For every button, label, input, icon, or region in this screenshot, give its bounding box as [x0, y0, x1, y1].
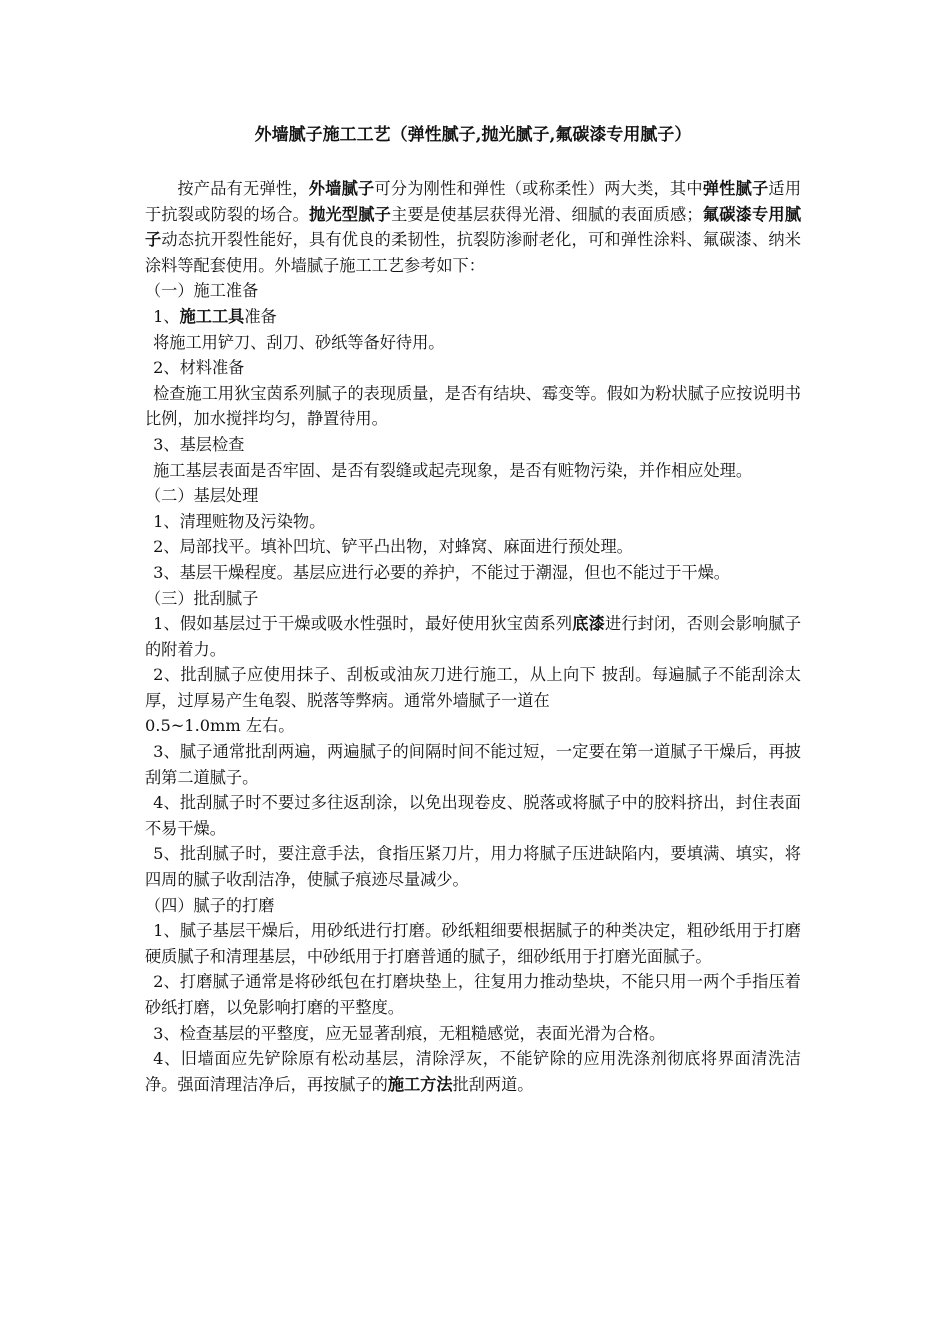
s4-item-2: 2、打磨腻子通常是将砂纸包在打磨块垫上，往复用力推动垫块，不能只用一两个手指压着砂纸打磨，以免影响打磨的平整度。 — [145, 972, 801, 1017]
s3-item-2-text-a: 2、批刮腻子应使用抹子、刮板或油灰刀进行施工，从上向下 披刮。每遍腻子不能刮涂太厚，过厚易产生龟裂、脱落等弊病。通常外墙腻子一道在 — [145, 665, 801, 710]
s4-item-3: 3、检查基层的平整度，应无显著刮痕，无粗糙感觉，表面光滑为合格。 — [153, 1023, 666, 1043]
intro-bold-2: 弹性腻子 — [702, 179, 769, 198]
s1-item-2-heading: 2、材料准备 — [153, 358, 245, 378]
intro-text-4: 主要是使基层获得光滑、细腻的表面质感； — [391, 204, 703, 224]
intro-bold-1: 外墙腻子 — [308, 179, 375, 198]
intro-bold-4: 氟碳漆专用腻子 — [145, 204, 802, 250]
s1-item-1-rest: 准备 — [244, 306, 277, 326]
intro-text-5: 动态抗开裂性能好，具有优良的柔韧性，抗裂防渗耐老化，可和弹性涂料、氟碳漆、纳米涂料等配套使用。外墙腻子施工工艺参考如下： — [145, 230, 801, 275]
s2-item-2: 2、局部找平。填补凹坑、铲平凸出物，对蜂窝、麻面进行预处理。 — [153, 537, 633, 557]
s4-item-4-text-c: 批刮两道。 — [452, 1074, 534, 1094]
s4-item-4 — [145, 1046, 801, 1097]
intro-text-1: 按产品有无弹性， — [177, 179, 309, 198]
section-3-heading: （三）批刮腻子 — [145, 588, 259, 608]
s4-item-1: 1、腻子基层干燥后，用砂纸进行打磨。砂纸粗细要根据腻子的种类决定，粗砂纸用于打磨硬质腻子和清理基层，中砂纸用于打磨普通的腻子，细砂纸用于打磨光面腻子。 — [145, 921, 801, 966]
s3-item-3: 3、腻子通常批刮两遍，两遍腻子的间隔时间不能过短，一定要在第一道腻子干燥后，再披刮第二道腻子。 — [145, 742, 801, 787]
s1-item-1-bold: 施工工具 — [179, 306, 245, 326]
intro-paragraph — [145, 176, 801, 278]
intro-bold-3: 抛光型腻子 — [309, 204, 392, 224]
s1-item-1-number: 1、 — [153, 306, 180, 326]
document-page — [145, 122, 801, 1097]
s2-item-3: 3、基层干燥程度。基层应进行必要的养护，不能过于潮湿，但也不能过于干燥。 — [153, 562, 730, 582]
s3-item-1 — [145, 611, 801, 662]
intro-text-2: 可分为刚性和弹性（或称柔性）两大类，其中 — [374, 179, 703, 198]
section-4-heading: （四）腻子的打磨 — [145, 895, 275, 915]
s3-item-1-text-c: 进行封闭，否则会影响腻子的附着力。 — [145, 614, 802, 659]
intro-text-3: 适用于抗裂或防裂的场合。 — [145, 179, 802, 224]
s1-item-1-text: 将施工用铲刀、刮刀、砂纸等备好待用。 — [153, 332, 445, 352]
s4-item-4-bold: 施工方法 — [387, 1074, 453, 1094]
s1-item-3-heading: 3、基层检查 — [153, 434, 245, 454]
s3-item-5: 5、批刮腻子时，要注意手法，食指压紧刀片，用力将腻子压进缺陷内，要填满、填实，将四周的腻子收刮洁净，使腻子痕迹尽量减少。 — [145, 844, 801, 890]
s1-item-1-heading — [145, 304, 801, 330]
s3-item-2-text-b: 0.5~1.0mm 左右。 — [145, 716, 295, 736]
document-title: 外墙腻子施工工艺（弹性腻子,抛光腻子,氟碳漆专用腻子） — [254, 125, 692, 145]
s1-item-3-text: 施工基层表面是否牢固、是否有裂缝或起壳现象，是否有赃物污染，并作相应处理。 — [153, 460, 753, 480]
s4-item-4-text-a: 4、旧墙面应先铲除原有松动基层，清除浮灰，不能铲除的应用洗涤剂彻底将界面清洗洁净。强面清理洁净后，再按腻子的 — [145, 1049, 801, 1094]
s3-item-4: 4、批刮腻子时不要过多往返刮涂，以免出现卷皮、脱落或将腻子中的胶料挤出，封住表面不易干燥。 — [145, 793, 801, 838]
s3-item-2 — [145, 662, 801, 739]
s3-item-1-bold: 底漆 — [572, 614, 605, 634]
section-2-heading: （二）基层处理 — [145, 486, 259, 506]
s2-item-1: 1、清理赃物及污染物。 — [153, 511, 326, 531]
s1-item-2-text: 检查施工用狄宝茵系列腻子的表现质量，是否有结块、霉变等。假如为粉状腻子应按说明书比例，加水搅拌均匀，静置待用。 — [145, 383, 801, 429]
section-1-heading: （一）施工准备 — [145, 281, 259, 301]
s3-item-1-text-a: 1、假如基层过于干燥或吸水性强时，最好使用狄宝茵系列 — [153, 614, 573, 634]
